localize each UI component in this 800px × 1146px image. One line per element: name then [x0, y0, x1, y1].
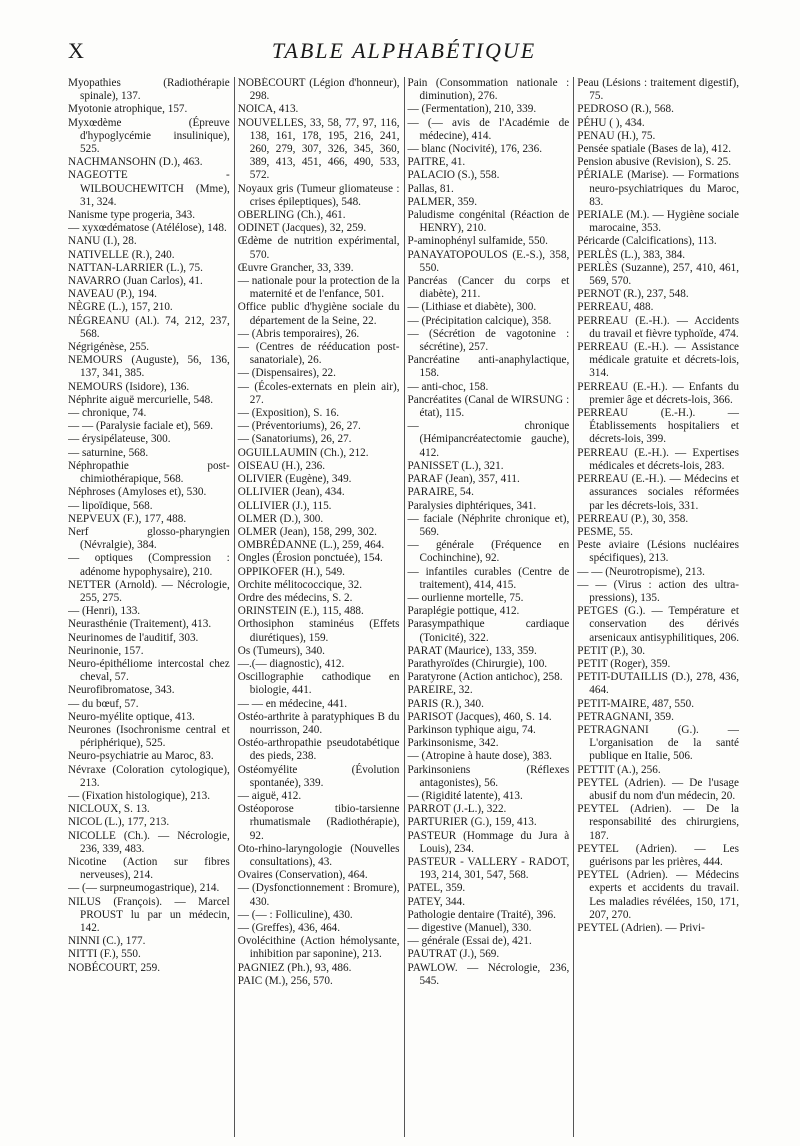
- index-entry: NITTI (F.), 550.: [68, 948, 141, 961]
- index-entry: — générale (Essai de), 421.: [407, 935, 532, 948]
- index-entry: PERREAU (P.), 30, 358.: [577, 512, 689, 525]
- index-entry: NICOL (L.), 177, 213.: [68, 816, 170, 829]
- index-entry: — (Atropine à haute dose), 383.: [407, 750, 552, 763]
- index-entry: — optiques (Compression : adénome hypophysaire), 210.: [68, 552, 230, 578]
- index-entry: PARTURIER (G.), 159, 413.: [407, 816, 537, 829]
- index-entry: Œuvre Grancher, 33, 339.: [237, 261, 354, 274]
- index-entry: — xyxœdématose (Atélélose), 148.: [68, 222, 227, 235]
- index-entry: PANAYATOPOULOS (E.-S.), 358, 550.: [407, 248, 570, 274]
- index-entry: NOBÉCOURT (Légion d'honneur), 298.: [237, 77, 400, 103]
- index-entry: OPPIKOFER (H.), 549.: [237, 565, 345, 578]
- index-entry: NAVEAU (P.), 194.: [68, 288, 157, 301]
- index-entry: Office public d'hygiène sociale du département de la Seine, 22.: [237, 301, 400, 327]
- index-entry: PANISSET (L.), 321.: [407, 459, 504, 472]
- index-entry: Pain (Consommation nationale : diminution), 276.: [407, 77, 570, 103]
- index-entry: Peste aviaire (Lésions nucléaires spécifiques), 213.: [577, 539, 739, 565]
- index-entry: Péricarde (Calcifications), 113.: [577, 235, 717, 248]
- index-entry: Neuro-psychiatrie au Maroc, 83.: [68, 750, 214, 763]
- index-entry: NOUVELLES, 33, 58, 77, 97, 116, 138, 161, 178, 195, 216, 241, 260, 279, 307, 326, 345, 360, 389, 413, 451, 466, 490, 533, 572.: [237, 116, 400, 182]
- index-entry: — (Écoles-externats en plein air), 27.: [237, 380, 400, 406]
- index-entry: — — (Virus : action des ultra-pressions), 135.: [577, 578, 739, 604]
- index-entry: PALACIO (S.), 558.: [407, 169, 500, 182]
- index-entry: Ovolécithine (Action hémolysante, inhibition par saponine), 213.: [237, 935, 400, 961]
- index-entry: — (Dysfonctionnement : Bromure), 430.: [237, 882, 400, 908]
- index-entry: Ongles (Érosion ponctuée), 154.: [237, 552, 383, 565]
- index-entry: — infantiles curables (Centre de traitement), 414, 415.: [407, 565, 570, 591]
- index-entry: OLIVIER (Eugène), 349.: [237, 473, 352, 486]
- index-entry: Névraxe (Coloration cytologique), 213.: [68, 763, 230, 789]
- index-entry: PALMER, 359.: [407, 195, 478, 208]
- index-entry: PASTEUR - VALLERY - RADOT, 193, 214, 301, 547, 568.: [407, 855, 570, 882]
- index-entry: NETTER (Arnold). — Nécrologie, 255, 275.: [68, 578, 230, 604]
- index-entry: Paraplégie pottique, 412.: [407, 605, 520, 618]
- index-entry: Ostéomyélite (Évolution spontanée), 339.: [237, 763, 400, 789]
- index-entry: NÉGREANU (Al.). 74, 212, 237, 568.: [68, 314, 230, 340]
- index-entry: Ovaires (Conservation), 464.: [237, 869, 368, 882]
- index-entry: NÈGRE (L.), 157, 210.: [68, 301, 173, 314]
- index-entry: — nationale pour la protection de la maternité et de l'enfance, 501.: [237, 275, 400, 301]
- index-entry: Neurasthénie (Traitement), 413.: [68, 618, 212, 631]
- index-entry: PARAF (Jean), 357, 411.: [407, 473, 520, 486]
- index-entry: PETRAGNANI (G.). — L'organisation de la santé publique en Italie, 506.: [577, 723, 739, 763]
- index-entry: NANU (I.), 28.: [68, 235, 137, 248]
- index-entry: PERREAU (E.-H.). — Médecins et assurances sociales réformées par les décrets-lois, 331.: [577, 473, 739, 512]
- index-entry: — (Centres de rééducation post-sanatoriale), 26.: [237, 341, 400, 367]
- index-entry: — (Abris temporaires), 26.: [237, 327, 360, 340]
- index-entry: Pathologie dentaire (Traité), 396.: [407, 908, 556, 921]
- index-entry: PETIT (Roger), 359.: [577, 657, 671, 670]
- index-entry: NOICA, 413.: [237, 103, 299, 116]
- index-entry: Myxœdème (Épreuve d'hypoglycémie insulinique), 525.: [68, 116, 230, 156]
- index-column-4: [573, 77, 743, 1137]
- index-entry: PEYTEL (Adrien). — Médecins experts et accidents du travail. Les maladies révélées, 150, 171, 207, 270.: [577, 869, 739, 921]
- index-entry: Parathyroïdes (Chirurgie), 100.: [407, 657, 548, 670]
- index-entry: — (Fixation histologique), 213.: [68, 789, 211, 802]
- index-entry: PETTIT (A.), 256.: [577, 763, 661, 776]
- index-entry: PENAU (H.), 75.: [577, 129, 656, 142]
- index-entry: Nerf glosso-pharyngien (Névralgie), 384.: [68, 525, 230, 552]
- index-entry: Œdème de nutrition expérimental, 570.: [237, 235, 400, 261]
- index-entry: NEPVEUX (F.), 177, 488.: [68, 512, 187, 525]
- index-entry: PÉRIALE (Marise). — Formations neuro-psychiatriques du Maroc, 83.: [577, 169, 739, 208]
- index-entry: Pension abusive (Revision), S. 25.: [577, 156, 732, 169]
- index-entry: Neuro-myélite optique, 413.: [68, 710, 195, 723]
- index-entry: NATIVELLE (R.), 240.: [68, 248, 175, 261]
- index-entry: Nicotine (Action sur fibres nerveuses), 214.: [68, 855, 230, 882]
- index-entry: PERLÈS (L.), 383, 384.: [577, 248, 686, 261]
- index-entry: Neuro-épithéliome intercostal chez cheval, 57.: [68, 657, 230, 684]
- index-entry: PARAIRE, 54.: [407, 486, 474, 499]
- index-column-3: [404, 77, 574, 1137]
- index-entry: NAVARRO (Juan Carlos), 41.: [68, 275, 203, 288]
- index-entry: PAIC (M.), 256, 570.: [237, 974, 333, 987]
- index-entry: PETRAGNANI, 359.: [577, 710, 674, 723]
- index-entry: — saturnine, 568.: [68, 446, 149, 459]
- index-entry: P-aminophényl sulfamide, 550.: [407, 235, 548, 248]
- index-entry: — du bœuf, 57.: [68, 697, 139, 710]
- index-entry: — digestive (Manuel), 330.: [407, 922, 532, 934]
- index-entry: PAREIRE, 32.: [407, 684, 473, 697]
- index-entry: PAITRE, 41.: [407, 156, 466, 169]
- index-entry: — lipoïdique, 568.: [68, 499, 153, 512]
- index-entry: PASTEUR (Hommage du Jura à Louis), 234.: [407, 829, 570, 855]
- index-entry: PATEL, 359.: [407, 882, 466, 895]
- page-title: TABLE ALPHABÉTIQUE: [271, 38, 537, 63]
- index-entry: PERNOT (R.), 237, 548.: [577, 288, 689, 301]
- index-entry: Paralysies diphtériques, 341.: [407, 499, 537, 512]
- index-entry: OMBRÉDANNE (L.), 259, 464.: [237, 539, 385, 552]
- index-entry: — (— avis de l'Académie de médecine), 414.: [407, 116, 570, 142]
- index-entry: OLLIVIER (Jean), 434.: [237, 486, 345, 499]
- index-entry: PERREAU (E.-H.). — Accidents du travail et fièvre typhoïde, 474.: [577, 314, 739, 340]
- index-entry: PARAT (Maurice), 133, 359.: [407, 644, 537, 657]
- index-entry: Orthosiphon staminéus (Effets diurétiques), 159.: [237, 618, 400, 644]
- index-entry: PEYTEL (Adrien). — De l'usage abusif du nom d'un médecin, 20.: [577, 776, 739, 802]
- index-entry: — — en médecine, 441.: [237, 697, 348, 710]
- index-entry: OLLIVIER (J.), 115.: [237, 499, 332, 512]
- index-entry: Ostéo-arthropathie pseudotabétique des pieds, 238.: [237, 737, 400, 763]
- index-entry: Ostéoporose tibio-tarsienne rhumatismale (Radiothérapie), 92.: [237, 803, 400, 842]
- index-entry: ORINSTEIN (E.), 115, 488.: [237, 605, 364, 618]
- index-entry: Parkinsoniens (Réflexes antagonistes), 56.: [407, 763, 570, 789]
- index-entry: — faciale (Néphrite chronique et), 569.: [407, 512, 570, 538]
- index-entry: — chronique (Hémipancréatectomie gauche), 412.: [407, 420, 570, 459]
- index-entry: PARISOT (Jacques), 460, S. 14.: [407, 710, 552, 723]
- index-column-1: [68, 77, 234, 1137]
- index-entry: OBERLING (Ch.), 461.: [237, 209, 346, 222]
- index-entry: OGUILLAUMIN (Ch.), 212.: [237, 446, 369, 459]
- index-entry: Neurinomes de l'auditif, 303.: [68, 631, 199, 644]
- index-entry: PERREAU (E.-H.). — Établissements hospitaliers et décrets-lois, 399.: [577, 407, 739, 446]
- index-entry: — (Préventoriums), 26, 27.: [237, 420, 361, 433]
- index-entry: OLMER (D.), 300.: [237, 512, 324, 525]
- index-entry: PERREAU, 488.: [577, 301, 654, 314]
- page-number: X: [68, 38, 85, 63]
- index-entry: — générale (Fréquence en Cochinchine), 92.: [407, 539, 570, 565]
- index-entry: — (— surpneumogastrique), 214.: [68, 882, 220, 895]
- index-entry: PATEY, 344.: [407, 895, 466, 908]
- index-entry: Paratyrone (Action antichoc), 258.: [407, 671, 563, 684]
- index-entry: PAUTRAT (J.), 569.: [407, 948, 500, 961]
- index-entry: OISEAU (H.), 236.: [237, 459, 326, 472]
- index-entry: Myopathies (Radiothérapie spinale), 137.: [68, 77, 230, 103]
- index-entry: PESME, 55.: [577, 525, 633, 538]
- index-entry: Os (Tumeurs), 340.: [237, 644, 325, 657]
- index-entry: — érysipélateuse, 300.: [68, 433, 171, 446]
- index-entry: Pancréatine anti-anaphylactique, 158.: [407, 354, 570, 380]
- index-entry: Parasympathique cardiaque (Tonicité), 322.: [407, 618, 570, 644]
- index-entry: — chronique, 74.: [68, 407, 147, 420]
- index-entry: Noyaux gris (Tumeur gliomateuse : crises épileptiques), 548.: [237, 182, 400, 208]
- index-entry: Ostéo-arthrite à paratyphiques B du nourrisson, 240.: [237, 710, 400, 736]
- index-entry: PAWLOW. — Nécrologie, 236, 545.: [407, 961, 570, 987]
- index-entry: PETGES (G.). — Température et conservation des dérivés arsenicaux antisyphilitiques, 206.: [577, 605, 740, 644]
- index-entry: NACHMANSOHN (D.), 463.: [68, 156, 203, 169]
- index-entry: — (Henri), 133.: [68, 605, 141, 618]
- index-entry: PERREAU (E.-H.). — Expertises médicales et décrets-lois, 283.: [577, 446, 739, 472]
- index-entry: — anti-choc, 158.: [407, 380, 489, 393]
- index-entry: NAGEOTTE - WILBOUCHEWITCH (Mme), 31, 324.: [68, 169, 230, 208]
- index-entry: Néphrite aiguë mercurielle, 548.: [68, 393, 214, 406]
- index-entry: PARIS (R.), 340.: [407, 697, 484, 710]
- index-entry: NOBÉCOURT, 259.: [68, 961, 161, 974]
- index-entry: ODINET (Jacques), 32, 259.: [237, 222, 367, 235]
- index-entry: — aiguë, 412.: [237, 789, 302, 802]
- index-entry: PARROT (J.-L.), 322.: [407, 803, 507, 816]
- index-entry: Paludisme congénital (Réaction de HENRY), 210.: [407, 209, 570, 235]
- index-entry: — blanc (Nocivité), 176, 236.: [407, 143, 543, 156]
- index-entry: PEYTEL (Adrien). — De la responsabilité des chirurgiens, 187.: [577, 803, 739, 842]
- index-entry: Parkinsonisme, 342.: [407, 737, 499, 750]
- index-entry: Nanisme type progeria, 343.: [68, 209, 196, 222]
- index-entry: — (Sanatoriums), 26, 27.: [237, 433, 352, 446]
- index-entry: Néphroses (Amyloses et), 530.: [68, 486, 207, 499]
- index-entry: — — (Neurotropisme), 213.: [577, 565, 705, 578]
- index-entry: NEMOURS (Isidore), 136.: [68, 380, 190, 393]
- index-entry: Neurones (Isochronisme central et périphérique), 525.: [68, 723, 230, 750]
- index-entry: Négrigénèse, 255.: [68, 341, 150, 354]
- index-entry: Oscillographie cathodique en biologie, 441.: [237, 671, 400, 697]
- index-entry: — ourlienne mortelle, 75.: [407, 591, 524, 604]
- index-entry: Pallas, 81.: [407, 182, 454, 195]
- page-header: [68, 38, 740, 68]
- index-entry: PERIALE (M.). — Hygiène sociale marocaine, 353.: [577, 209, 739, 235]
- index-entry: Neurofibromatose, 343.: [68, 684, 175, 697]
- index-entry: Neurinonie, 157.: [68, 644, 144, 657]
- index-entry: Pensée spatiale (Bases de la), 412.: [577, 143, 732, 156]
- index-entry: Parkinson typhique aigu, 74.: [407, 723, 536, 736]
- index-entry: OLMER (Jean), 158, 299, 302.: [237, 525, 377, 538]
- index-entry: Peau (Lésions : traitement digestif), 75.: [577, 77, 739, 103]
- index-entry: PAGNIEZ (Ph.), 93, 486.: [237, 961, 352, 974]
- index-entry: PEYTEL (Adrien). — Les guérisons par les prières, 444.: [577, 842, 739, 868]
- index-entry: PETIT-DUTAILLIS (D.), 278, 436, 464.: [577, 671, 739, 697]
- index-entry: — (Lithiase et diabète), 300.: [407, 301, 537, 314]
- index-entry: — (Sécrétion de vagotonine : sécrétine), 257.: [407, 327, 570, 354]
- index-entry: Pancréas (Cancer du corps et diabète), 211.: [407, 275, 570, 301]
- index-entry: — (Exposition), S. 16.: [237, 407, 340, 420]
- index-entry: — (Fermentation), 210, 339.: [407, 103, 537, 116]
- index-entry: — (— : Folliculine), 430.: [237, 908, 353, 921]
- index-entry: Oto-rhino-laryngologie (Nouvelles consultations), 43.: [237, 842, 400, 868]
- index-entry: NINNI (C.), 177.: [68, 935, 146, 948]
- index-column-2: [234, 77, 404, 1137]
- index-entry: — (Dispensaires), 22.: [237, 367, 336, 380]
- index-entry: PERREAU (E.-H.). — Enfants du premier âge et décrets-lois, 366.: [577, 380, 739, 406]
- index-entry: — — (Paralysie faciale et), 569.: [68, 420, 214, 433]
- index-entry: Pancréatites (Canal de WIRSUNG : état), 115.: [407, 393, 570, 420]
- index-entry: Orchite mélitococcique, 32.: [237, 578, 363, 591]
- index-entry: —.(— diagnostic), 412.: [237, 657, 345, 670]
- index-entry: NILUS (François). — Marcel PROUST lu par un médecin, 142.: [68, 895, 230, 934]
- index-entry: Ordre des médecins, S. 2.: [237, 591, 353, 604]
- index-entry: NATTAN-LARRIER (L.), 75.: [68, 261, 203, 274]
- index-entry: PERLÈS (Suzanne), 257, 410, 461, 569, 570.: [577, 261, 739, 288]
- index-entry: — (Précipitation calcique), 358.: [407, 314, 552, 327]
- index-entry: Myotonie atrophique, 157.: [68, 103, 188, 116]
- index-entry: PEYTEL (Adrien). — Privi-: [577, 922, 705, 934]
- index-entry: — (Greffes), 436, 464.: [237, 922, 341, 934]
- index-entry: PEDROSO (R.), 568.: [577, 103, 674, 116]
- index-entry: PERREAU (E.-H.). — Assistance médicale gratuite et décrets-lois, 314.: [577, 341, 739, 380]
- index-columns: [68, 77, 743, 1137]
- index-entry: NEMOURS (Auguste), 56, 136, 137, 341, 385.: [68, 354, 230, 380]
- index-entry: NICLOUX, S. 13.: [68, 803, 150, 816]
- index-entry: Néphropathie post-chimiothérapique, 568.: [68, 459, 230, 486]
- index-entry: PÉHU ( ), 434.: [577, 116, 645, 129]
- index-entry: PETIT (P.), 30.: [577, 644, 646, 657]
- index-entry: — (Rigidité latente), 413.: [407, 789, 523, 802]
- index-entry: NICOLLE (Ch.). — Nécrologie, 236, 339, 483.: [68, 829, 230, 855]
- index-entry: PETIT-MAIRE, 487, 550.: [577, 697, 694, 710]
